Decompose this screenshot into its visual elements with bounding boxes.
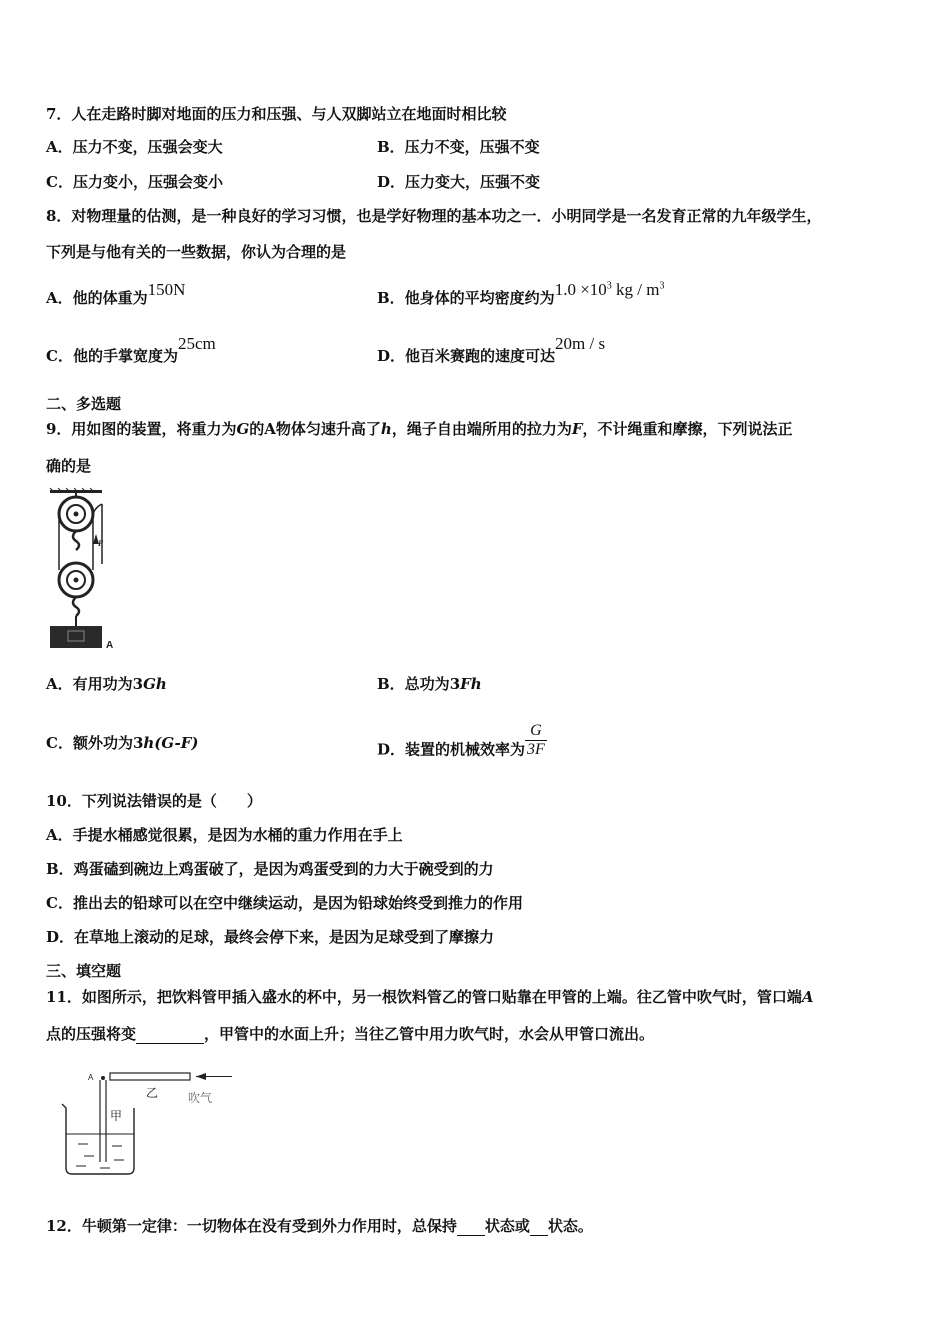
q8-option-c — [46, 334, 216, 366]
q9-option-b-expr: Fh — [460, 675, 482, 693]
fraction-denominator: 3F — [527, 741, 545, 758]
q8-option-b-value — [555, 280, 665, 299]
q8-b-exponent: 3 — [606, 280, 612, 292]
q9-stem-line1 — [46, 418, 793, 439]
q8-option-d-value: 20m / s — [555, 334, 606, 353]
q10-option-b: B．鸡蛋磕到碗边上鸡蛋破了，是因为鸡蛋受到的力大于碗受到的力 — [46, 860, 494, 878]
q8-b-unit: kg / m — [611, 280, 660, 299]
q9-var-h: h — [380, 420, 392, 438]
q9-option-d-label: D．装置的机械效率为 — [377, 740, 526, 759]
q9-option-c-expr: h(G-F) — [143, 734, 199, 752]
q8-option-a-label: A．他的体重为 — [46, 289, 148, 307]
q11-answer-blank[interactable] — [136, 1025, 204, 1044]
q8-option-b — [377, 280, 665, 308]
q9-option-a-coef: 3 — [132, 675, 144, 693]
q7-option-b: B．压力不变，压强不变 — [377, 138, 540, 156]
q8-option-b-label: B．他身体的平均密度约为 — [377, 289, 555, 307]
q12-part3: 状态。 — [547, 1217, 593, 1235]
figure-block-label: A — [106, 640, 114, 651]
figure-force-label: F — [98, 539, 104, 548]
q8-option-c-value: 25cm — [177, 334, 216, 353]
q11-stem-part2: 点的压强将变 — [46, 1025, 137, 1043]
q9-stem-line2: 确的是 — [46, 457, 92, 475]
q9-option-a-label: A．有用功为 — [46, 675, 133, 693]
q10-option-a: A．手提水桶感觉很累，是因为水桶的重力作用在手上 — [46, 826, 403, 844]
q9-stem-part4: ，不计绳重和摩擦，下列说法正 — [582, 420, 793, 438]
point-a-dot — [101, 1076, 105, 1080]
q7-stem: 7．人在走路时脚对地面的压力和压强、与人双脚站立在地面时相比较 — [46, 105, 507, 123]
q7-option-c: C．压力变小，压强会变小 — [46, 173, 223, 191]
figure-straw-yi-label: 乙 — [146, 1086, 159, 1100]
q12-blank-2[interactable] — [530, 1217, 548, 1236]
q12-part1: 12．牛顿第一定律：一切物体在没有受到外力作用时，总保持 — [46, 1217, 457, 1235]
q8-option-d-label: D．他百米赛跑的速度可达 — [377, 347, 556, 365]
q11-stem-part3: ，甲管中的水面上升；当往乙管中用力吹气时，水会从甲管口流出。 — [204, 1025, 655, 1043]
q9-option-b — [377, 673, 482, 694]
q9-option-b-coef: 3 — [449, 675, 461, 693]
weight-block-a — [50, 626, 102, 648]
q9-stem-part3: ，绳子自由端所用的拉力为 — [391, 420, 572, 438]
q12-part2: 状态或 — [484, 1217, 530, 1235]
section-fill-in: 三、填空题 — [46, 962, 122, 980]
q9-option-a-expr: Gh — [143, 675, 167, 693]
q8-option-c-label: C．他的手掌宽度为 — [46, 347, 178, 365]
figure-point-a-label: A — [88, 1073, 94, 1082]
q12-stem — [46, 1215, 593, 1236]
q9-option-d — [377, 722, 547, 769]
blow-arrow-icon — [196, 1073, 206, 1080]
fraction-numerator: G — [525, 722, 547, 741]
q11-stem-line2 — [46, 1023, 654, 1044]
straw-yi — [110, 1073, 190, 1080]
figure-straw-jia-label: 甲 — [110, 1109, 123, 1123]
q9-option-c-label: C．额外功为 — [46, 734, 133, 752]
beaker — [62, 1104, 134, 1174]
figure-blow-label: 吹气 — [188, 1091, 213, 1105]
q10-option-c: C．推出去的铅球可以在空中继续运动，是因为铅球始终受到推力的作用 — [46, 894, 523, 912]
q12-blank-1[interactable] — [457, 1217, 485, 1236]
q9-var-g: G — [236, 420, 250, 438]
q9-var-f: F — [571, 420, 583, 438]
q11-var-a: A — [801, 988, 814, 1006]
section-multiple-choice: 二、多选题 — [46, 395, 122, 413]
q9-option-c — [46, 732, 198, 753]
straw-cup-figure — [56, 1064, 238, 1180]
q10-stem: 10．下列说法错误的是（ ） — [46, 792, 262, 810]
q11-stem-part1: 11．如图所示，把饮料管甲插入盛水的杯中，另一根饮料管乙的管口贴靠在甲管的上端。往乙管中吹气时，管口端 — [46, 988, 802, 1006]
q11-stem-line1 — [46, 986, 814, 1007]
q9-option-b-label: B．总功为 — [377, 675, 450, 693]
q8-stem-line1: 8．对物理量的估测，是一种良好的学习习惯，也是学好物理的基本功之一．小明同学是一名发育正常的九年级学生， — [46, 207, 822, 225]
q10-option-d: D．在草地上滚动的足球，最终会停下来，是因为足球受到了摩擦力 — [46, 928, 495, 946]
q8-b-unit-exponent: 3 — [659, 280, 665, 292]
q8-option-a-value: 150N — [147, 280, 186, 299]
q7-option-a: A．压力不变，压强会变大 — [46, 138, 223, 156]
q9-option-c-coef: 3 — [132, 734, 144, 752]
q8-b-mantissa: 1.0 ×10 — [554, 280, 607, 299]
q8-option-d — [377, 334, 606, 366]
q9-option-a — [46, 673, 167, 694]
q9-stem-part2: 的A物体匀速升高了 — [249, 420, 381, 438]
q9-stem-part1: 9．用如图的装置，将重力为 — [46, 420, 237, 438]
efficiency-fraction — [525, 722, 547, 759]
q7-option-d: D．压力变大，压强不变 — [377, 173, 541, 191]
q8-stem-line2: 下列是与他有关的一些数据，你认为合理的是 — [46, 243, 347, 261]
q8-option-a — [46, 280, 186, 308]
pulley-system-figure — [44, 486, 124, 652]
